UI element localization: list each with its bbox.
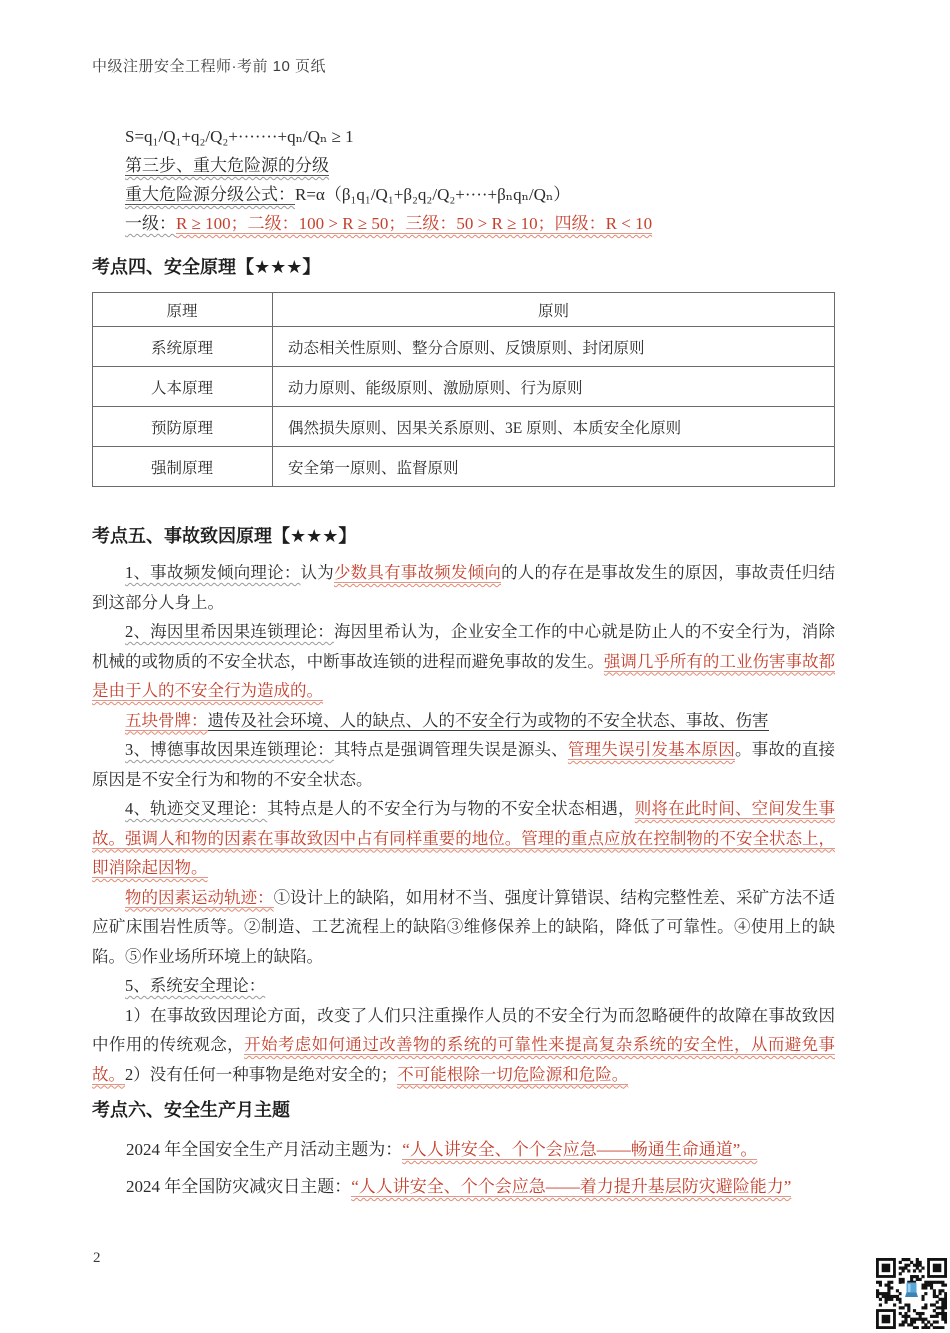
qr-module: [927, 1281, 930, 1284]
qr-module: [936, 1306, 939, 1309]
section-title-kaodian6: 考点六、安全生产月主题: [92, 1100, 290, 1120]
text-run: 遗传及社会环境、人的缺点、人的不安全行为或物的不安全状态、事故、伤害: [207, 710, 769, 730]
qr-module: [887, 1298, 890, 1301]
text-run: 管理失误引发基本原因: [567, 740, 735, 759]
qr-module: [916, 1258, 919, 1261]
qr-module: [941, 1306, 944, 1309]
qr-module: [913, 1320, 916, 1323]
qr-module: [944, 1301, 947, 1304]
qr-module: [941, 1309, 944, 1312]
kaodian6-body: [92, 1131, 835, 1205]
qr-module: [919, 1312, 922, 1315]
qr-module: [924, 1286, 927, 1289]
qr-module: [910, 1261, 913, 1264]
qr-module: [921, 1286, 924, 1289]
qr-module: [904, 1318, 907, 1321]
text-run: 1、事故频发倾向理论：: [125, 563, 301, 582]
qr-module: [876, 1295, 879, 1298]
qr-module: [887, 1286, 890, 1289]
paragraph: [125, 122, 835, 151]
qr-module: [930, 1315, 933, 1318]
qr-module: [927, 1284, 930, 1287]
qr-module: [938, 1306, 941, 1309]
qr-module: [921, 1298, 924, 1301]
paragraph: [125, 209, 835, 238]
qr-module: [930, 1303, 933, 1306]
qr-module: [936, 1281, 939, 1284]
qr-module: [882, 1292, 885, 1295]
qr-module: [936, 1320, 939, 1323]
qr-module: [938, 1298, 941, 1301]
qr-module: [904, 1264, 907, 1267]
qr-module: [930, 1323, 933, 1326]
qr-module: [941, 1315, 944, 1318]
table-cell: 偶然损失原则、因果关系原则、3E 原则、本质安全化原则: [273, 407, 835, 447]
qr-module: [944, 1292, 947, 1295]
qr-module: [904, 1312, 907, 1315]
qr-module: [885, 1298, 888, 1301]
paragraph: [92, 706, 835, 736]
table-cell: 动态相关性原则、整分合原则、反馈原则、封闭原则: [273, 327, 835, 367]
qr-module: [916, 1267, 919, 1270]
qr-module: [885, 1301, 888, 1304]
text-run: 2）没有任何一种事物是绝对安全的；: [125, 1064, 398, 1084]
qr-module: [899, 1301, 902, 1304]
qr-module: [924, 1284, 927, 1287]
qr-module: [899, 1312, 902, 1315]
text-run: 强调几乎所有的工业伤害事故都是由于人的不安全行为造成的。: [92, 651, 836, 700]
qr-module: [902, 1269, 905, 1272]
qr-module: [913, 1318, 916, 1321]
text-run: “人人讲安全、个个会应急——着力提升基层防灾避险能力”: [351, 1177, 792, 1196]
qr-module: [904, 1320, 907, 1323]
qr-module: [907, 1309, 910, 1312]
qr-module: [933, 1303, 936, 1306]
qr-module: [941, 1301, 944, 1304]
text-run: 1）在事故致因理论方面，改变了人们只注重操作人员的不安全行为而忽略硬件的故障在事故致因中作用的传统观念，: [92, 1005, 835, 1054]
qr-module: [899, 1323, 902, 1326]
qr-module: [933, 1326, 936, 1329]
text-run: 五块骨牌：: [125, 710, 208, 730]
qr-module: [896, 1289, 899, 1292]
qr-module: [919, 1261, 922, 1264]
qr-module: [924, 1318, 927, 1321]
qr-module: [933, 1281, 936, 1284]
text-run: 海因里希认为，企业安全工作的中心就是防止人的不安全行为，消除机械的或物质的不安全状态，中断事故连锁的进程而避免事故的发生。: [92, 622, 836, 671]
qr-module: [921, 1267, 924, 1270]
qr-module: [887, 1281, 890, 1284]
qr-module: [921, 1318, 924, 1321]
qr-module: [941, 1284, 944, 1287]
qr-module: [899, 1281, 902, 1284]
qr-module: [919, 1318, 922, 1321]
text-run: 少数具有事故频发倾向: [333, 563, 502, 582]
table-cell: 安全第一原则、监督原则: [273, 447, 835, 487]
qr-module: [941, 1281, 944, 1284]
qr-module: [899, 1267, 902, 1270]
qr-module: [885, 1292, 888, 1295]
qr-module: [904, 1267, 907, 1270]
qr-module: [941, 1326, 944, 1329]
text-run: 物的因素运动轨迹：: [125, 887, 274, 907]
qr-code: [876, 1258, 947, 1329]
qr-module: [907, 1306, 910, 1309]
text-run: 4、轨迹交叉理论：: [125, 799, 268, 818]
qr-module: [890, 1281, 893, 1284]
qr-module: [916, 1275, 919, 1278]
text-run: 5、系统安全理论：: [125, 976, 266, 995]
paragraph: [92, 1168, 835, 1205]
qr-module: [941, 1318, 944, 1321]
qr-module: [904, 1315, 907, 1318]
table-header-cell: 原理: [93, 293, 273, 327]
table-row: [93, 367, 835, 407]
qr-module: [907, 1303, 910, 1306]
qr-module: [913, 1269, 916, 1272]
qr-module: [938, 1281, 941, 1284]
qr-module: [916, 1318, 919, 1321]
qr-module: [885, 1295, 888, 1298]
qr-module: [907, 1323, 910, 1326]
qr-module: [879, 1292, 882, 1295]
paragraph: [92, 735, 835, 794]
qr-module: [944, 1312, 947, 1315]
qr-module: [924, 1326, 927, 1329]
qr-module: [876, 1292, 879, 1295]
qr-module: [916, 1326, 919, 1329]
qr-module: [910, 1278, 913, 1281]
paragraph: [92, 794, 835, 883]
qr-module: [902, 1278, 905, 1281]
qr-module: [913, 1309, 916, 1312]
formula-block: [125, 122, 835, 238]
qr-module: [887, 1295, 890, 1298]
qr-module: [941, 1289, 944, 1292]
qr-module: [933, 1315, 936, 1318]
qr-module: [941, 1312, 944, 1315]
section-title-kaodian5: 考点五、事故致因原理【★★★】: [92, 526, 357, 546]
app-logo-highlight: [908, 1284, 911, 1292]
qr-module: [921, 1312, 924, 1315]
qr-module: [936, 1315, 939, 1318]
qr-module: [944, 1320, 947, 1323]
qr-module: [927, 1320, 930, 1323]
qr-module: [890, 1286, 893, 1289]
qr-module: [902, 1323, 905, 1326]
qr-module: [944, 1295, 947, 1298]
table-cell: 强制原理: [93, 447, 273, 487]
qr-module: [879, 1298, 882, 1301]
qr-module: [941, 1303, 944, 1306]
qr-finder: [882, 1264, 891, 1273]
text-run: 其特点是人的不安全行为与物的不安全状态相遇，: [267, 799, 635, 818]
qr-module: [921, 1295, 924, 1298]
qr-module: [933, 1295, 936, 1298]
qr-module: [921, 1320, 924, 1323]
text-run: 重大危险源分级公式：: [125, 185, 295, 204]
qr-module: [938, 1312, 941, 1315]
qr-module: [890, 1295, 893, 1298]
qr-module: [921, 1326, 924, 1329]
qr-module: [936, 1326, 939, 1329]
qr-module: [902, 1281, 905, 1284]
qr-module: [899, 1292, 902, 1295]
text-run: 第三步、重大危险源的分级: [125, 156, 329, 175]
qr-module: [921, 1284, 924, 1287]
app-logo-base: [905, 1293, 918, 1298]
header-title: 中级注册安全工程师·考前 10 页纸: [92, 58, 327, 75]
paragraph: [92, 971, 835, 1001]
qr-module: [930, 1286, 933, 1289]
qr-module: [902, 1315, 905, 1318]
table-cell: 系统原理: [93, 327, 273, 367]
qr-module: [887, 1292, 890, 1295]
qr-module: [893, 1303, 896, 1306]
text-run: 则将在此时间、空间发生事故。强调人和物的因素在事故致因中占有同样重要的地位。管理的重点应放在控制物的不安全状态上，即消除起因物。: [92, 799, 836, 877]
text-run: 认为: [300, 563, 334, 582]
qr-module: [910, 1323, 913, 1326]
text-run: 开始考虑如何通过改善物的系统的可靠性来提高复杂系统的安全性，从而避免事故。: [92, 1035, 836, 1084]
paragraph: [92, 1131, 835, 1168]
qr-module: [919, 1264, 922, 1267]
table-cell: 人本原理: [93, 367, 273, 407]
paragraph: [92, 617, 835, 706]
qr-module: [924, 1281, 927, 1284]
qr-module: [941, 1298, 944, 1301]
qr-module: [907, 1264, 910, 1267]
qr-module: [890, 1298, 893, 1301]
qr-module: [913, 1326, 916, 1329]
page-content: [92, 0, 835, 1205]
qr-module: [930, 1281, 933, 1284]
text-run: 的人的存在是事故发生的原因，事故责任归结到这部分人身上。: [92, 563, 836, 612]
qr-module: [936, 1295, 939, 1298]
text-run: R ≥ 100；二级：100 > R ≥ 50；三级：50 > R ≥ 10；四级：R < 10: [176, 214, 653, 233]
qr-module: [902, 1267, 905, 1270]
table-cell: 动力原则、能级原则、激励原则、行为原则: [273, 367, 835, 407]
section-title-kaodian4: 考点四、安全原理【★★★】: [92, 257, 321, 277]
paragraph: [92, 558, 835, 617]
text-run: 3、博德事故因果连锁理论：: [125, 740, 334, 759]
qr-module: [916, 1312, 919, 1315]
qr-module: [893, 1295, 896, 1298]
qr-module: [913, 1264, 916, 1267]
text-run: 其特点是强调管理失误是源头、: [333, 740, 568, 759]
qr-module: [876, 1289, 879, 1292]
qr-module: [879, 1284, 882, 1287]
text-run: 。事故的直接原因是不安全行为和物的不安全状态。: [92, 740, 836, 789]
qr-module: [933, 1289, 936, 1292]
qr-module: [921, 1275, 924, 1278]
qr-module: [924, 1323, 927, 1326]
paragraph: [125, 151, 835, 180]
text-run: S=q₁/Q₁+q₂/Q₂+·······+qₙ/Qₙ ≥ 1: [125, 127, 354, 146]
text-run: ①设计上的缺陷，如用材不当、强度计算错误、结构完整性差、采矿方法不适应矿床围岩性质等。②制造、工艺流程上的缺陷③维修保养上的缺陷，降低了可靠性。④使用上的缺陷。⑤作业场所环境上的缺陷。: [92, 887, 836, 966]
qr-module: [907, 1269, 910, 1272]
qr-module: [882, 1295, 885, 1298]
qr-module: [927, 1326, 930, 1329]
text-run: 2024 年全国安全生产月活动主题为：: [126, 1140, 403, 1159]
qr-module: [944, 1318, 947, 1321]
qr-module: [924, 1292, 927, 1295]
principles-table: [92, 292, 835, 487]
paragraph: [92, 1001, 835, 1090]
qr-module: [924, 1306, 927, 1309]
qr-module: [899, 1272, 902, 1275]
qr-module: [899, 1278, 902, 1281]
table-row: [93, 327, 835, 367]
qr-module: [936, 1301, 939, 1304]
qr-module: [896, 1295, 899, 1298]
qr-module: [930, 1284, 933, 1287]
qr-module: [902, 1320, 905, 1323]
qr-module: [887, 1284, 890, 1287]
text-run: R=α（β₁q₁/Q₁+β₂q₂/Q₂+····+βₙqₙ/Qₙ）: [295, 185, 571, 204]
qr-module: [899, 1306, 902, 1309]
qr-module: [916, 1278, 919, 1281]
table-row: [93, 407, 835, 447]
paragraph: [125, 180, 835, 209]
qr-finder: [933, 1264, 942, 1273]
qr-module: [902, 1306, 905, 1309]
text-run: 2、海因里希因果连锁理论：: [125, 622, 334, 641]
page-number: 2: [93, 1250, 101, 1266]
qr-module: [933, 1292, 936, 1295]
qr-module: [907, 1258, 910, 1261]
qr-module: [910, 1318, 913, 1321]
qr-module: [919, 1278, 922, 1281]
qr-module: [919, 1269, 922, 1272]
text-run: 2024 年全国防灾减灾日主题：: [126, 1177, 352, 1196]
qr-module: [936, 1312, 939, 1315]
table-header-cell: 原则: [273, 293, 835, 327]
qr-finder: [882, 1315, 891, 1324]
table-cell: 预防原理: [93, 407, 273, 447]
qr-module: [938, 1292, 941, 1295]
qr-module: [876, 1281, 879, 1284]
qr-module: [916, 1264, 919, 1267]
qr-module: [907, 1315, 910, 1318]
qr-module: [885, 1284, 888, 1287]
qr-module: [944, 1303, 947, 1306]
qr-module: [938, 1289, 941, 1292]
qr-module: [938, 1326, 941, 1329]
qr-module: [944, 1306, 947, 1309]
qr-module: [910, 1320, 913, 1323]
qr-module: [944, 1315, 947, 1318]
paragraph: [92, 883, 835, 972]
qr-module: [916, 1261, 919, 1264]
qr-module: [919, 1315, 922, 1318]
text-run: 不可能根除一切危险源和危险。: [397, 1064, 629, 1084]
qr-module: [904, 1303, 907, 1306]
qr-module: [921, 1306, 924, 1309]
qr-module: [879, 1303, 882, 1306]
qr-module: [879, 1281, 882, 1284]
table-header-row: [93, 293, 835, 327]
qr-module: [899, 1261, 902, 1264]
qr-module: [887, 1289, 890, 1292]
qr-module: [902, 1258, 905, 1261]
qr-module: [944, 1298, 947, 1301]
qr-module: [944, 1284, 947, 1287]
qr-module: [904, 1258, 907, 1261]
qr-module: [933, 1320, 936, 1323]
qr-module: [899, 1298, 902, 1301]
text-run: 一级：: [125, 214, 176, 233]
qr-module: [933, 1309, 936, 1312]
text-run: “人人讲安全、个个会应急——畅通生命通道”。: [402, 1140, 758, 1159]
qr-module: [924, 1303, 927, 1306]
qr-module: [913, 1275, 916, 1278]
qr-module: [896, 1298, 899, 1301]
table-row: [93, 447, 835, 487]
kaodian5-body: [92, 558, 835, 1089]
qr-module: [910, 1275, 913, 1278]
